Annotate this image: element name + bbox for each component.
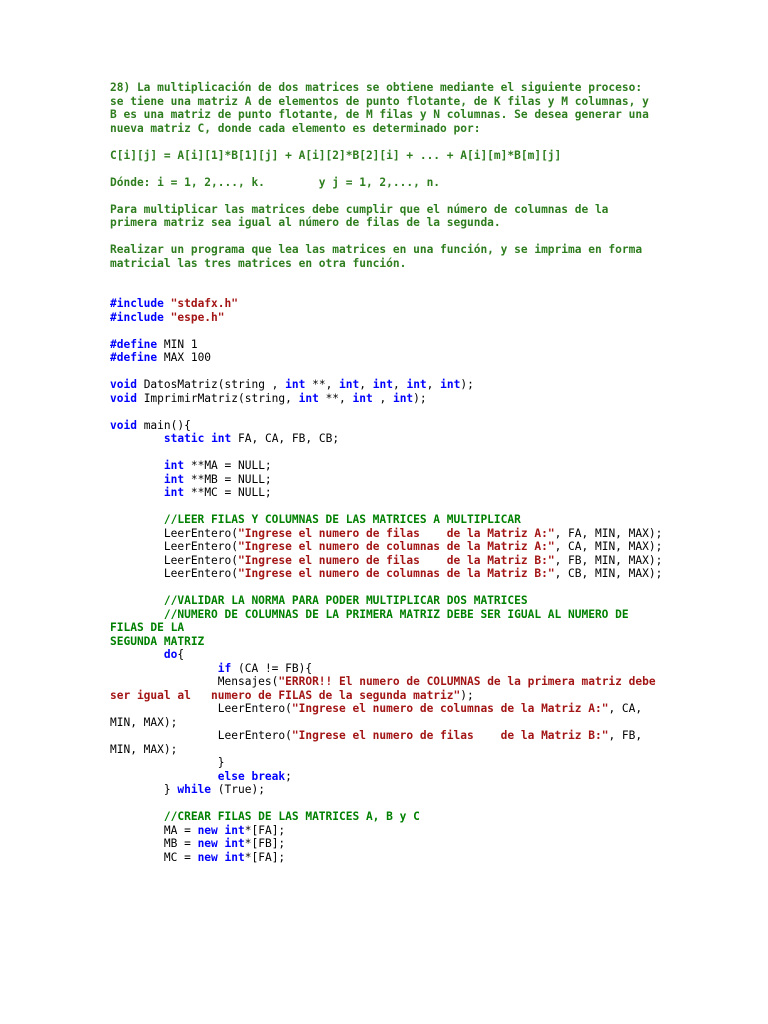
code-text: LeerEntero( bbox=[110, 567, 238, 580]
indent bbox=[110, 432, 164, 445]
leer-entero-call bbox=[110, 527, 750, 541]
keyword: while bbox=[177, 783, 212, 796]
keyword: int bbox=[372, 378, 393, 391]
code-text: (True); bbox=[211, 783, 265, 796]
spacer bbox=[110, 162, 750, 176]
define-line bbox=[110, 338, 750, 352]
document-page bbox=[110, 81, 750, 864]
code-comment: //VALIDAR LA NORMA PARA PODER MULTIPLICAR DOS MATRICES bbox=[110, 594, 528, 607]
keyword: else break bbox=[217, 769, 286, 783]
new-allocation bbox=[110, 837, 750, 851]
code-comment: //CREAR FILAS DE LAS MATRICES A, B y C bbox=[110, 810, 420, 823]
problem-line: matricial las tres matrices en otra función. bbox=[110, 256, 407, 270]
keyword: do bbox=[163, 648, 178, 661]
spacer bbox=[110, 446, 750, 460]
keyword: int bbox=[163, 486, 185, 499]
code-text: MB = bbox=[110, 837, 198, 850]
keyword: if bbox=[217, 661, 232, 675]
static-declaration bbox=[110, 432, 750, 446]
keyword: new bbox=[197, 850, 218, 864]
code-comment: SEGUNDA MATRIZ bbox=[110, 634, 205, 648]
code-text: ); bbox=[460, 378, 474, 391]
string-literal: "Ingrese el numero de filas de la Matriz A:" bbox=[237, 526, 555, 540]
indent bbox=[110, 459, 164, 472]
keyword: int bbox=[163, 472, 185, 486]
code-text: , CA, MIN, MAX); bbox=[554, 540, 663, 553]
spacer bbox=[110, 405, 750, 419]
code-text: , FA, MIN, MAX); bbox=[554, 526, 663, 540]
spacer bbox=[110, 270, 750, 284]
keyword: void bbox=[110, 391, 137, 405]
keyword: void bbox=[110, 418, 137, 432]
keyword: int bbox=[285, 378, 306, 391]
code-text: ); bbox=[413, 391, 427, 405]
keyword: int bbox=[392, 391, 414, 405]
problem-line: Para multiplicar las matrices debe cumplir que el número de columnas de la bbox=[110, 202, 609, 216]
string-literal: "ERROR!! El numero de COLUMNAS de la primera matriz debe bbox=[278, 675, 656, 688]
string-literal: "espe.h" bbox=[163, 310, 225, 324]
code-text: , bbox=[359, 378, 373, 391]
keyword: int bbox=[298, 391, 319, 405]
keyword: static bbox=[163, 432, 205, 445]
string-literal: ser igual al numero de FILAS de la segunda matriz" bbox=[110, 688, 461, 702]
code-text: Mensajes( bbox=[110, 675, 279, 688]
indent bbox=[110, 770, 218, 783]
code-text: MC = bbox=[110, 850, 198, 864]
code-text: } bbox=[110, 783, 178, 796]
problem-line: Realizar un programa que lea las matrices en una función, y se imprima en forma bbox=[110, 243, 643, 256]
leer-entero-call bbox=[110, 540, 750, 554]
code-text: , bbox=[426, 378, 441, 391]
problem-line: se tiene una matriz A de elementos de punto flotante, de K filas y M columnas, y bbox=[110, 94, 649, 108]
indent bbox=[110, 473, 164, 486]
keyword: new bbox=[197, 837, 218, 850]
spacer bbox=[110, 797, 750, 811]
string-literal: "Ingrese el numero de columnas de la Matriz B:" bbox=[237, 567, 555, 580]
new-allocation bbox=[110, 824, 750, 838]
code-text: *[FA]; bbox=[244, 823, 286, 837]
formula-line: C[i][j] = A[i][1]*B[1][j] + A[i][2]*B[2][i] + ... + A[i][m]*B[m][j] bbox=[110, 148, 562, 162]
spacer bbox=[110, 284, 750, 298]
code-text: , CA, bbox=[608, 702, 643, 715]
new-allocation bbox=[110, 851, 750, 865]
keyword: int bbox=[339, 378, 360, 391]
include-line bbox=[110, 311, 750, 325]
pointer-declaration bbox=[110, 486, 750, 500]
code-text: LeerEntero( bbox=[110, 553, 238, 567]
code-text: **MA = NULL; bbox=[184, 459, 272, 472]
code-text: , CB, MIN, MAX); bbox=[554, 567, 663, 580]
leer-entero-call bbox=[110, 702, 750, 716]
problem-line: primera matriz sea igual al número de filas de la segunda. bbox=[110, 216, 501, 229]
close-brace: } bbox=[110, 756, 225, 769]
leer-entero-call bbox=[110, 567, 750, 581]
space bbox=[218, 824, 225, 837]
problem-line: nueva matriz C, donde cada elemento es determinado por: bbox=[110, 121, 481, 135]
keyword: void bbox=[110, 378, 137, 391]
prototype-line bbox=[110, 378, 750, 392]
keyword: #include bbox=[110, 310, 164, 324]
code-text: **MC = NULL; bbox=[184, 486, 272, 499]
space bbox=[218, 837, 225, 850]
code-text: { bbox=[177, 648, 185, 661]
problem-line: B es una matriz de punto flotante, de M filas y N columnas. Se desea generar una bbox=[110, 108, 649, 121]
spacer bbox=[110, 324, 750, 338]
keyword: int bbox=[163, 459, 185, 472]
code-text: LeerEntero( bbox=[110, 540, 238, 553]
leer-entero-call bbox=[110, 729, 750, 743]
code-text: , bbox=[372, 391, 393, 405]
indent bbox=[110, 662, 218, 675]
pointer-declaration bbox=[110, 473, 750, 487]
leer-entero-call-cont: MIN, MAX); bbox=[110, 715, 178, 729]
code-comment: FILAS DE LA bbox=[110, 621, 185, 634]
string-literal: "Ingrese el numero de columnas de la Matriz A:" bbox=[291, 702, 609, 715]
spacer bbox=[110, 189, 750, 203]
do-line bbox=[110, 648, 750, 662]
pointer-declaration bbox=[110, 459, 750, 473]
index-line: Dónde: i = 1, 2,..., k. y j = 1, 2,..., n. bbox=[110, 175, 441, 189]
keyword: int bbox=[224, 823, 245, 837]
leer-entero-call-cont: MIN, MAX); bbox=[110, 742, 178, 756]
if-line bbox=[110, 662, 750, 676]
keyword: int bbox=[211, 432, 232, 445]
problem-statement bbox=[110, 81, 750, 270]
define-line bbox=[110, 351, 750, 365]
mensajes-call bbox=[110, 675, 750, 689]
code-text: **MB = NULL; bbox=[184, 472, 272, 486]
code-text: **, bbox=[305, 378, 340, 391]
indent bbox=[110, 486, 164, 499]
code-text: LeerEntero( bbox=[110, 729, 292, 742]
string-literal: "Ingrese el numero de filas de la Matriz B:" bbox=[237, 553, 555, 567]
indent bbox=[110, 648, 164, 661]
string-literal: "Ingrese el numero de filas de la Matriz B:" bbox=[291, 729, 609, 742]
code-text: *[FA]; bbox=[244, 850, 286, 864]
code-text: , FB, bbox=[608, 729, 643, 742]
space bbox=[218, 851, 225, 864]
mensajes-call-cont bbox=[110, 689, 750, 703]
include-line bbox=[110, 297, 750, 311]
code-comment: //LEER FILAS Y COLUMNAS DE LAS MATRICES A MULTIPLICAR bbox=[110, 513, 521, 526]
keyword: int bbox=[352, 391, 373, 405]
keyword: int bbox=[440, 378, 461, 391]
keyword: int bbox=[224, 837, 245, 850]
keyword: new bbox=[197, 823, 218, 837]
keyword: int bbox=[224, 850, 245, 864]
prototype-line bbox=[110, 392, 750, 406]
spacer bbox=[110, 230, 750, 244]
spacer bbox=[110, 581, 750, 595]
code-text: MIN 1 bbox=[157, 337, 198, 351]
code-text: LeerEntero( bbox=[110, 702, 292, 715]
keyword: #include bbox=[110, 297, 164, 310]
code-comment: //NUMERO DE COLUMNAS DE LA PRIMERA MATRIZ DEBE SER IGUAL AL NUMERO DE bbox=[110, 607, 629, 621]
spacer bbox=[110, 500, 750, 514]
code-text: **, bbox=[318, 391, 353, 405]
spacer bbox=[110, 365, 750, 379]
code-text: , FB, MIN, MAX); bbox=[554, 553, 663, 567]
code-text: FA, CA, FB, CB; bbox=[231, 432, 340, 445]
code-text: DatosMatriz(string , bbox=[136, 378, 286, 391]
code-text: , bbox=[392, 378, 407, 391]
code-listing bbox=[110, 297, 750, 864]
code-text: LeerEntero( bbox=[110, 526, 238, 540]
string-literal: "stdafx.h" bbox=[163, 297, 238, 310]
else-line bbox=[110, 770, 750, 784]
spacer bbox=[110, 135, 750, 149]
code-text: ); bbox=[460, 688, 474, 702]
main-signature bbox=[110, 419, 750, 433]
while-line bbox=[110, 783, 750, 797]
leer-entero-call bbox=[110, 554, 750, 568]
code-text: (CA != FB){ bbox=[231, 661, 313, 675]
code-text: MA = bbox=[110, 823, 198, 837]
string-literal: "Ingrese el numero de columnas de la Matriz A:" bbox=[237, 540, 555, 553]
keyword: #define bbox=[110, 337, 158, 351]
code-text: *[FB]; bbox=[244, 837, 286, 850]
code-text: MAX 100 bbox=[157, 351, 212, 364]
code-text: ImprimirMatriz(string, bbox=[136, 391, 299, 405]
keyword: #define bbox=[110, 351, 158, 364]
keyword: int bbox=[406, 378, 427, 391]
problem-line: 28) La multiplicación de dos matrices se obtiene mediante el siguiente proceso: bbox=[110, 81, 643, 94]
code-text: main(){ bbox=[136, 418, 191, 432]
code-text: ; bbox=[285, 769, 292, 783]
